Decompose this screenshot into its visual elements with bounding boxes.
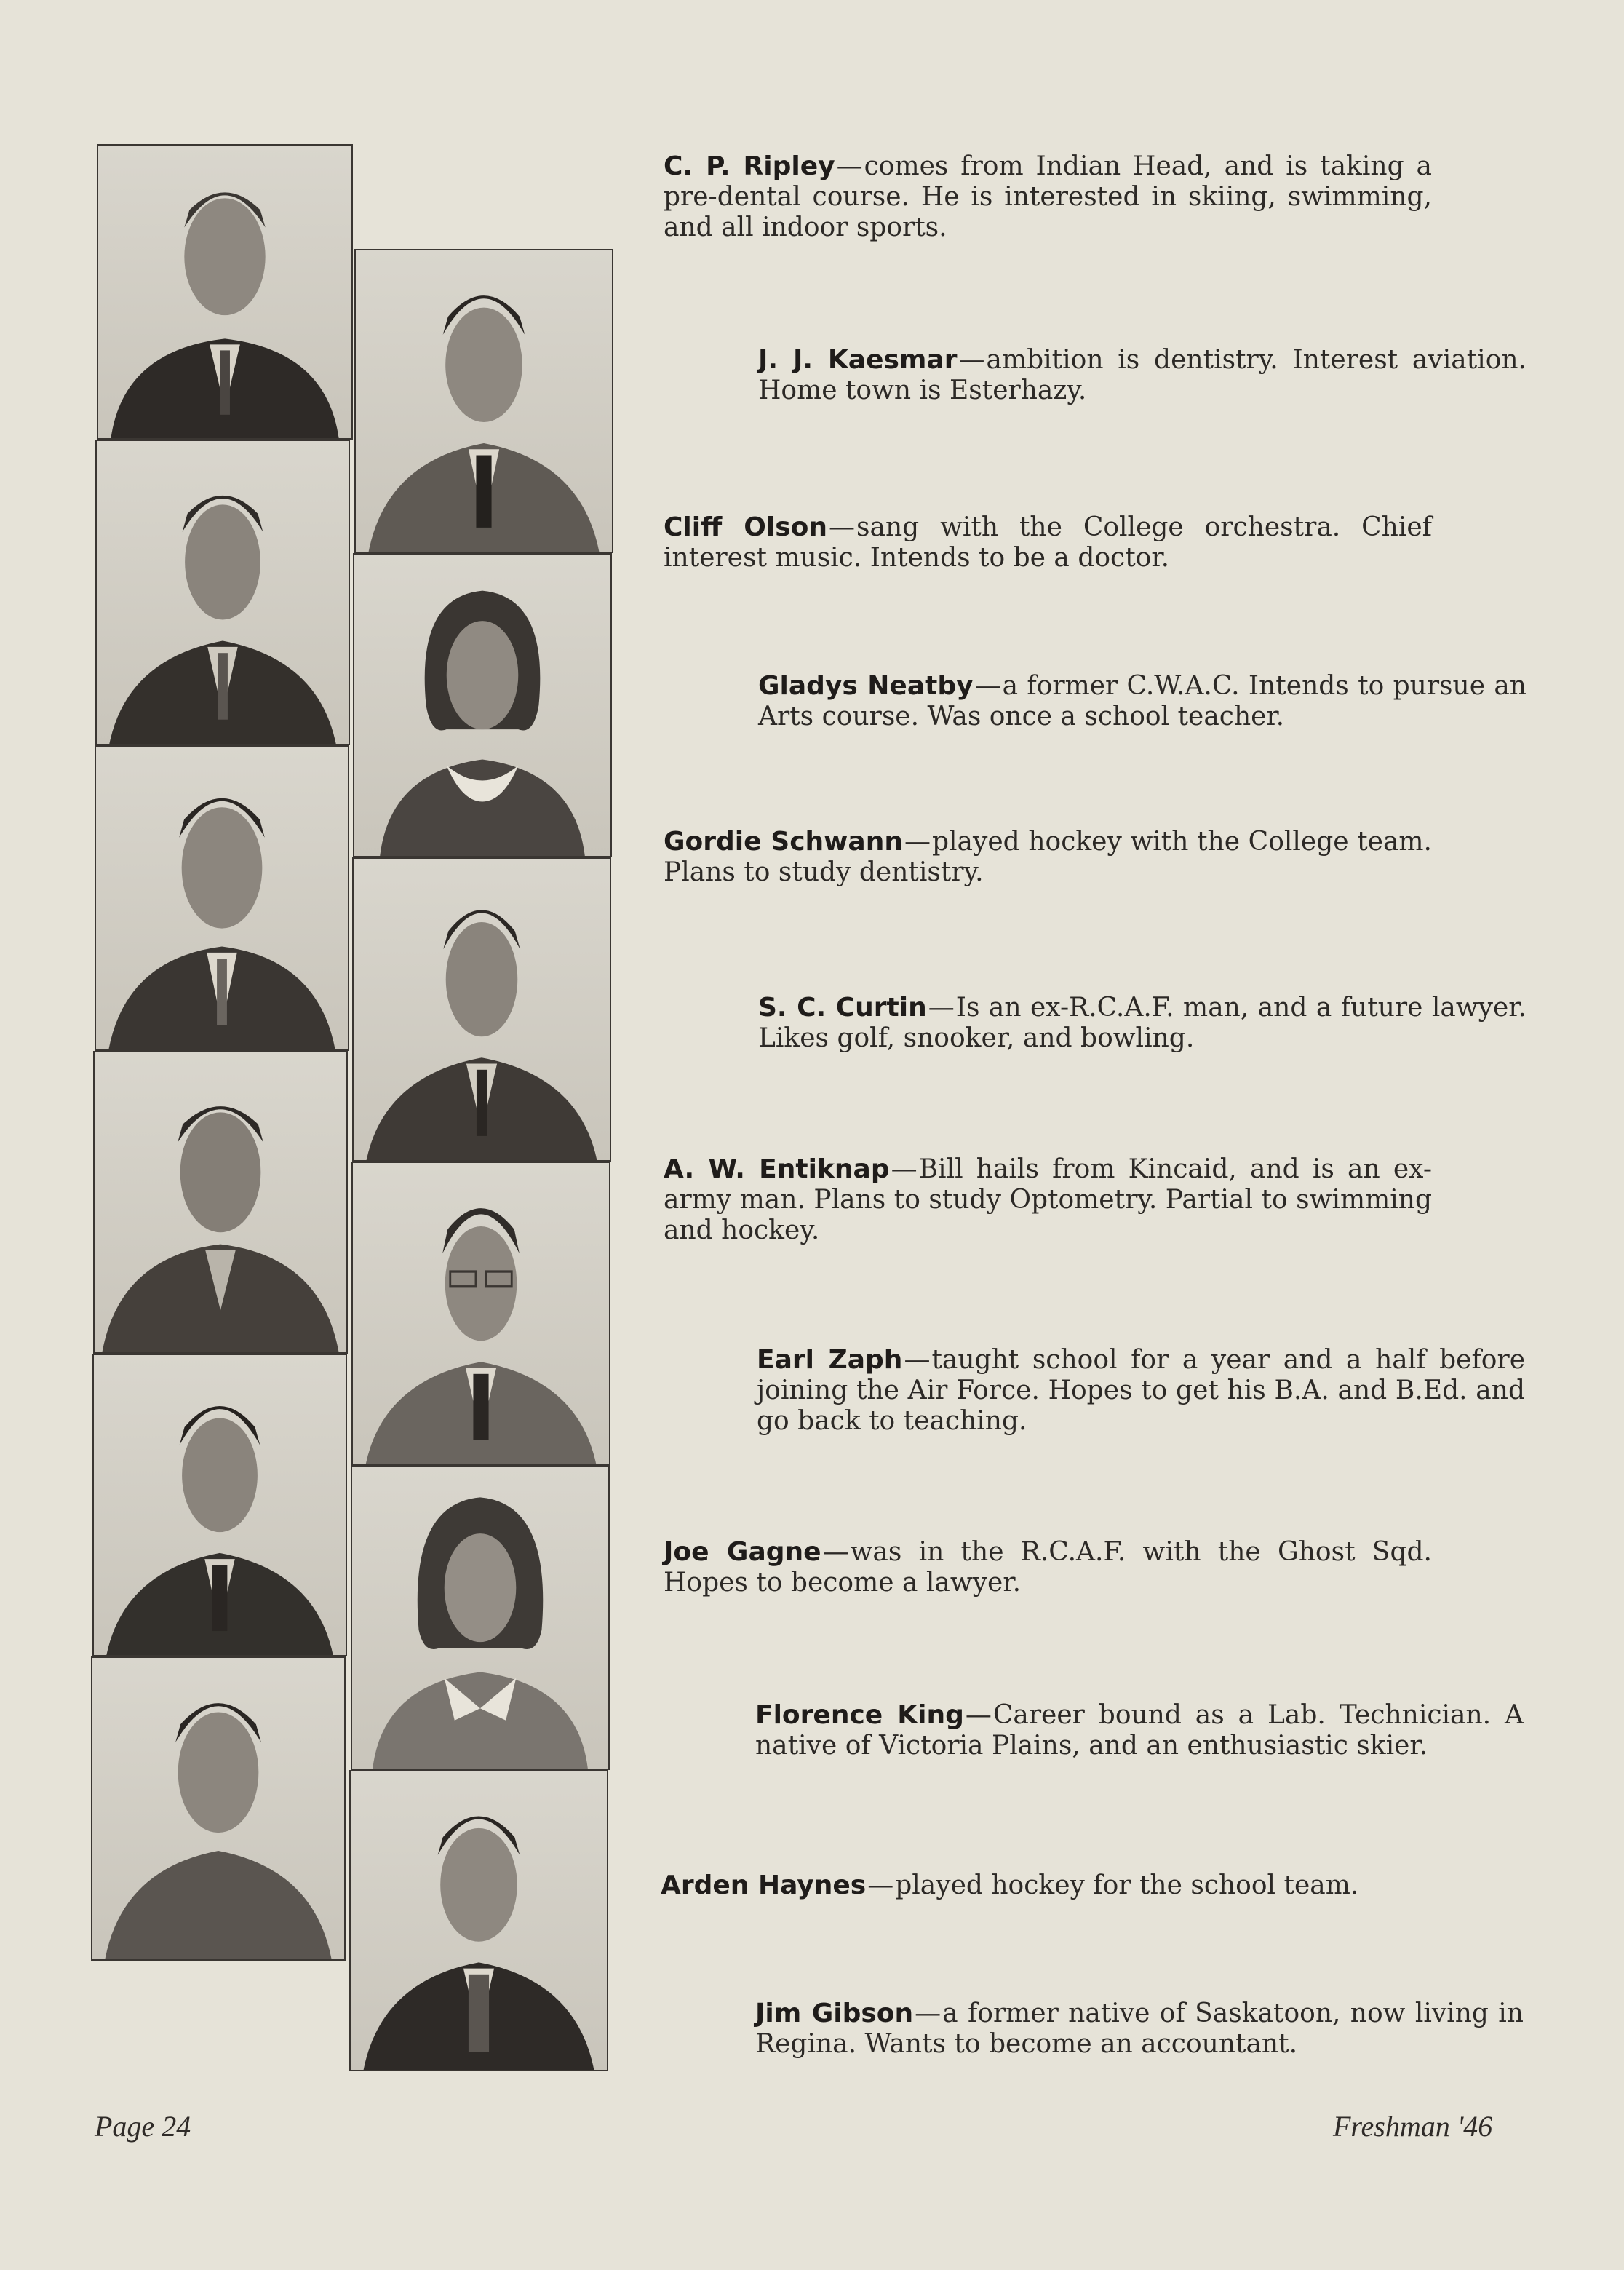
portrait-a-w-entiknap	[93, 1051, 348, 1354]
portrait-gladys-neatby	[353, 553, 612, 857]
student-name: J. J. Kaesmar	[758, 345, 958, 375]
portrait-c-p-ripley	[97, 144, 353, 440]
bio-text: Is an ex-R.C.A.F. man, and a future lawyer. Likes golf, snooker, and bowling.	[758, 993, 1527, 1053]
bio-earl-zaph: Earl Zaph—taught school for a year and a half before joining the Air Force. Hopes to get his B.A. and B.Ed. and go back to teaching.	[757, 1345, 1525, 1436]
student-name: Gordie Schwann	[664, 827, 903, 857]
portrait-earl-zaph	[351, 1162, 610, 1466]
student-name: Jim Gibson	[755, 1999, 914, 2028]
bio-joe-gagne: Joe Gagne—was in the R.C.A.F. with the Ghost Sqd. Hopes to become a lawyer.	[664, 1537, 1433, 1598]
student-name: Cliff Olson	[664, 512, 827, 542]
bio-florence-king: Florence King—Career bound as a Lab. Technician. A native of Victoria Plains, and an enthusiastic skier.	[755, 1700, 1524, 1761]
portrait-j-j-kaesmar	[354, 249, 613, 553]
student-name: C. P. Ripley	[664, 151, 835, 181]
student-name: Arden Haynes	[661, 1870, 867, 1900]
bio-s-c-curtin: S. C. Curtin—Is an ex-R.C.A.F. man, and a future lawyer. Likes golf, snooker, and bowling.	[758, 993, 1527, 1053]
portrait-florence-king	[351, 1466, 610, 1770]
bio-text: taught school for a year and a half before joining the Air Force. Hopes to get his B.A. and B.Ed. and go back to teaching.	[757, 1345, 1525, 1436]
bio-j-j-kaesmar: J. J. Kaesmar—ambition is dentistry. Interest aviation. Home town is Esterhazy.	[758, 345, 1527, 405]
bio-text: Bill hails from Kincaid, and is an ex-army man. Plans to study Optometry. Partial to swimming and hockey.	[664, 1154, 1432, 1245]
class-label: Freshman '46	[1333, 2110, 1493, 2143]
bio-jim-gibson: Jim Gibson—a former native of Saskatoon, now living in Regina. Wants to become an accountant.	[755, 1999, 1524, 2059]
bio-text: played hockey with the College team. Plans to study dentistry.	[664, 827, 1432, 887]
student-name: Earl Zaph	[757, 1345, 903, 1375]
bio-text: comes from Indian Head, and is taking a pre-dental course. He is interested in skiing, swimming, and all indoor sports.	[664, 151, 1432, 242]
portrait-joe-gagne	[92, 1354, 347, 1656]
portrait-cliff-olson	[95, 440, 350, 745]
bio-arden-haynes: Arden Haynes—played hockey for the school team.	[661, 1870, 1359, 1900]
bio-text: a former C.W.A.C. Intends to pursue an Arts course. Was once a school teacher.	[758, 671, 1527, 731]
bio-gordie-schwann: Gordie Schwann—played hockey with the College team. Plans to study dentistry.	[664, 827, 1432, 887]
portrait-gordie-schwann	[95, 745, 349, 1051]
bio-text: was in the R.C.A.F. with the Ghost Sqd. Hopes to become a lawyer.	[664, 1537, 1433, 1598]
bio-text: a former native of Saskatoon, now living in Regina. Wants to become an accountant.	[755, 1999, 1524, 2059]
bio-text: played hockey for the school team.	[895, 1870, 1359, 1900]
bio-text: ambition is dentistry. Interest aviation. Home town is Esterhazy.	[758, 345, 1527, 405]
bio-c-p-ripley: C. P. Ripley—comes from Indian Head, and is taking a pre-dental course. He is interested in skiing, swimming, and all indoor sports.	[664, 151, 1432, 242]
portrait-jim-gibson	[349, 1770, 608, 2071]
portrait-s-c-curtin	[352, 857, 611, 1162]
bio-gladys-neatby: Gladys Neatby—a former C.W.A.C. Intends to pursue an Arts course. Was once a school teacher.	[758, 671, 1527, 731]
bio-text: sang with the College orchestra. Chief interest music. Intends to be a doctor.	[664, 512, 1433, 573]
student-name: Joe Gagne	[664, 1537, 821, 1567]
student-name: Florence King	[755, 1700, 964, 1730]
student-name: S. C. Curtin	[758, 993, 927, 1023]
student-name: Gladys Neatby	[758, 671, 974, 701]
bio-text: Career bound as a Lab. Technician. A native of Victoria Plains, and an enthusiastic skier.	[755, 1700, 1524, 1761]
bio-a-w-entiknap: A. W. Entiknap—Bill hails from Kincaid, and is an ex-army man. Plans to study Optometry. Partial to swimming and hockey.	[664, 1154, 1432, 1245]
portrait-arden-haynes	[91, 1656, 346, 1961]
bio-cliff-olson: Cliff Olson—sang with the College orchestra. Chief interest music. Intends to be a doctor.	[664, 512, 1433, 573]
student-name: A. W. Entiknap	[664, 1154, 890, 1184]
page-number: Page 24	[95, 2110, 191, 2143]
